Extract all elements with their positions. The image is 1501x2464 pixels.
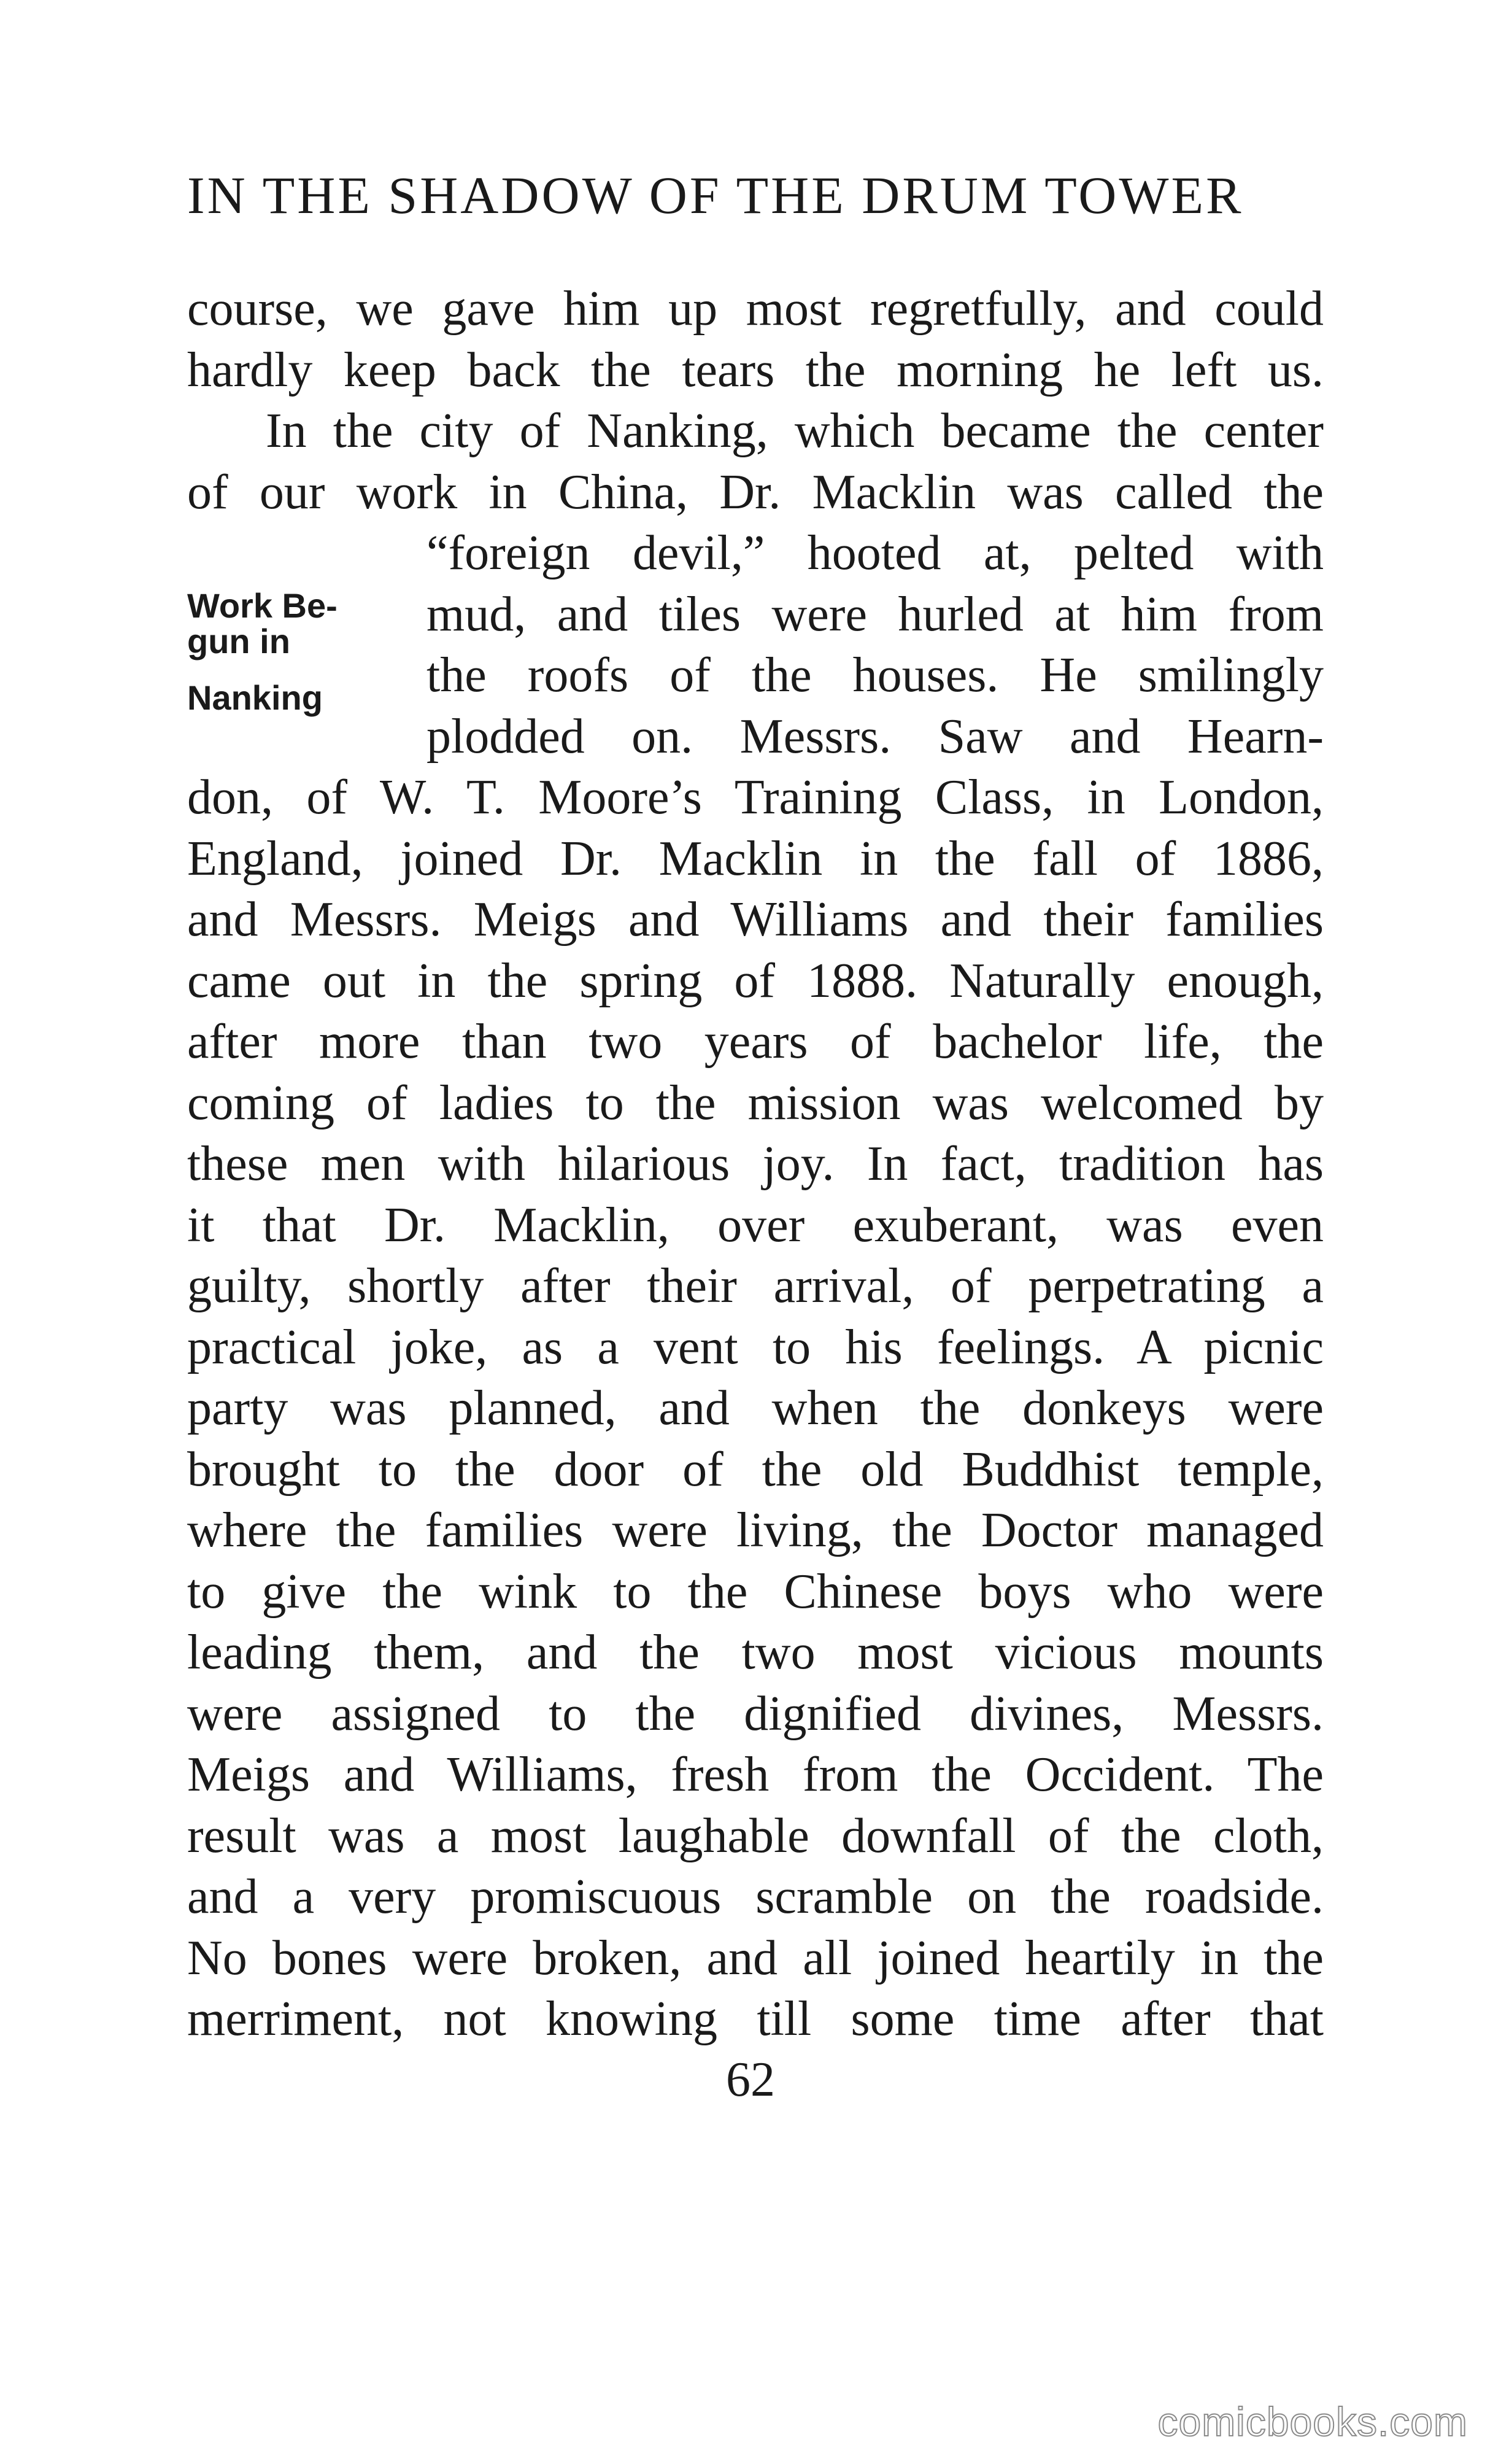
running-header: IN THE SHADOW OF THE DRUM TOWER (187, 166, 1244, 225)
text-line: the roofs of the houses. He smilingly (426, 648, 1324, 702)
watermark: comicbooks.com (1157, 2399, 1468, 2444)
text-line: to give the wink to the Chinese boys who were (187, 1564, 1324, 1619)
text-line: England, joined Dr. Macklin in the fall of 1886, (187, 831, 1324, 886)
text-line: leading them, and the two most vicious mounts (187, 1625, 1324, 1679)
margin-note-line: gun in (187, 622, 290, 661)
text-line: coming of ladies to the mission was welcomed by (187, 1075, 1324, 1130)
text-line: don, of W. T. Moore’s Training Class, in London, (187, 770, 1324, 824)
text-line: “foreign devil,” hooted at, pelted with (426, 526, 1324, 580)
body-text-top (187, 279, 1324, 523)
text-line: merriment, not knowing till some time after that (187, 1992, 1324, 2046)
text-line: after more than two years of bachelor life, the (187, 1015, 1324, 1069)
page-number: 62 (726, 2053, 775, 2107)
text-line: guilty, shortly after their arrival, of perpetrating a (187, 1259, 1324, 1313)
text-line: In the city of Nanking, which became the center (266, 404, 1324, 458)
text-line: No bones were broken, and all joined heartily in the (187, 1931, 1324, 1985)
body-text-bottom (187, 767, 1324, 2050)
margin-note-line: Work Be- (187, 586, 338, 625)
text-line: mud, and tiles were hurled at him from (426, 587, 1324, 641)
body-text-indented (426, 523, 1324, 767)
text-line: these men with hilarious joy. In fact, tradition has (187, 1137, 1324, 1191)
text-line: result was a most laughable downfall of the cloth, (187, 1808, 1324, 1863)
text-line: Meigs and Williams, fresh from the Occident. The (187, 1748, 1324, 1802)
text-line: course, we gave him up most regretfully, and could (187, 282, 1324, 336)
text-line: plodded on. Messrs. Saw and Hearn- (426, 709, 1324, 764)
margin-note-line: Nanking (187, 678, 323, 717)
text-line: came out in the spring of 1888. Naturally enough, (187, 953, 1324, 1008)
text-line: and a very promiscuous scramble on the roadside. (187, 1870, 1324, 1924)
text-line: where the families were living, the Doctor managed (187, 1503, 1324, 1557)
text-line: hardly keep back the tears the morning he left us. (187, 343, 1324, 397)
text-line: were assigned to the dignified divines, Messrs. (187, 1686, 1324, 1741)
text-line: brought to the door of the old Buddhist temple, (187, 1442, 1324, 1497)
text-line: party was planned, and when the donkeys were (187, 1381, 1324, 1435)
text-line: and Messrs. Meigs and Williams and their families (187, 893, 1324, 947)
text-line: it that Dr. Macklin, over exuberant, was even (187, 1198, 1324, 1252)
text-line: of our work in China, Dr. Macklin was called the (187, 465, 1324, 519)
text-line: practical joke, as a vent to his feelings. A picnic (187, 1320, 1324, 1374)
margin-note (187, 574, 338, 723)
